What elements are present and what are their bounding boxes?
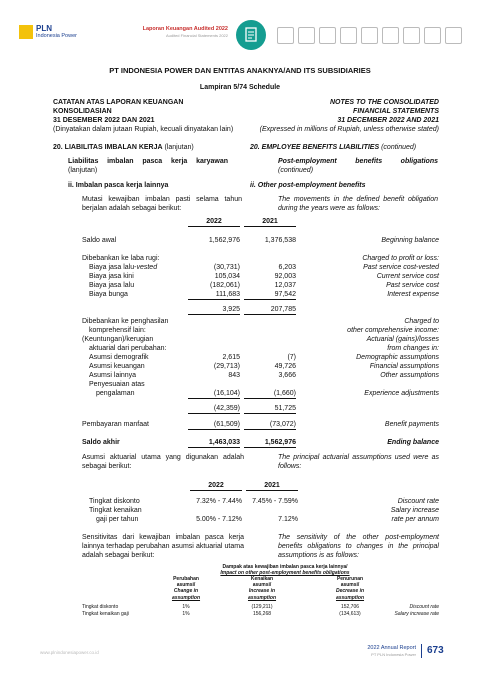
assump-discount-2022: 7.32% - 7.44%	[196, 498, 242, 505]
left-heading-4: (Dinyatakan dalam jutaan Rupiah, kecuali dinyatakan lain)	[53, 126, 234, 133]
footer-url[interactable]: www.plnindonesiapower.co.id	[40, 650, 99, 655]
oci-row-2022: 2,615	[222, 354, 240, 361]
pl-row-en: Interest expense	[387, 291, 439, 298]
item-title-right: ii. Other post-employment benefits	[250, 182, 366, 189]
right-heading-2: FINANCIAL STATEMENTS	[353, 108, 439, 115]
exp-adj-2021: (1,660)	[244, 389, 296, 399]
sens-row-decrease: 152,706	[340, 604, 360, 610]
oci-row-2021: (7)	[287, 354, 296, 361]
oci-row-en: Demographic assumptions	[356, 354, 439, 361]
oci-row-en: Financial assumptions	[369, 363, 439, 370]
oci-row-2021: 49,726	[274, 363, 296, 370]
oci-heading: Dibebankan ke penghasilan	[82, 318, 169, 325]
assump-salary-label: Tingkat kenaikan	[89, 507, 142, 514]
assump-salary-en-2: rate per annum	[391, 516, 439, 523]
assump-col-2022: 2022	[190, 481, 242, 491]
right-heading-3: 31 DECEMBER 2022 AND 2021	[337, 117, 439, 124]
exp-adj-label-2: pengalaman	[96, 390, 135, 397]
opening-label: Saldo awal	[82, 237, 117, 244]
pl-row-2021: 12,037	[274, 282, 296, 289]
oci-heading: aktuarial dari perubahan:	[89, 345, 167, 352]
section-icon-4[interactable]	[340, 27, 357, 44]
sens-row-decrease: (134,613)	[339, 611, 361, 617]
pl-heading-en: Charged to profit or loss:	[362, 255, 439, 262]
pl-row-2021: 97,542	[244, 290, 296, 300]
section-icon-2[interactable]	[298, 27, 315, 44]
assumptions-intro-right: The principal actuarial assumptions used were as follows:	[278, 454, 439, 470]
pl-row-label: Biaya jasa lalu	[89, 282, 135, 289]
section-icon-1[interactable]	[277, 27, 294, 44]
section-icon-7[interactable]	[403, 27, 420, 44]
sensitivity-table-title-en: Impact on other post-employment benefits obligations	[220, 570, 350, 576]
benefits-en: Benefit payments	[384, 421, 439, 428]
sens-row-label: Tingkat diskonto	[82, 604, 119, 610]
oci-row-label: Asumsi lainnya	[89, 372, 137, 379]
right-heading-4: (Expressed in millions of Rupiah, unless otherwise stated)	[259, 126, 439, 133]
footer-report: 2022 Annual Report	[367, 645, 416, 651]
oci-row-2022: 843	[228, 372, 240, 379]
section-title-right: 20. EMPLOYEE BENEFITS LIABILITIES (continued)	[250, 144, 417, 151]
section-icon-5[interactable]	[361, 27, 378, 44]
closing-2022: 1,463,033	[188, 438, 240, 448]
sens-row-label: Tingkat kenaikan gaji	[82, 611, 129, 617]
subsection-right-cont: (continued)	[278, 167, 314, 174]
oci-row-en: Other assumptions	[380, 372, 439, 379]
exp-adj-2022: (16,104)	[188, 389, 240, 399]
sens-col-decrease: Penurunan asumsi/ Decrease in assumption	[335, 576, 365, 601]
left-heading-1: CATATAN ATAS LAPORAN KEUANGAN	[53, 99, 184, 106]
assump-discount-label: Tingkat diskonto	[89, 498, 140, 505]
pl-row-label: Biaya jasa kini	[89, 273, 134, 280]
exp-adj-en: Experience adjustments	[364, 390, 439, 397]
exp-adj-label: Penyesuaian atas	[89, 381, 145, 388]
oci-total-2021: 51,725	[244, 404, 296, 414]
oci-heading-en: Charged to	[404, 318, 439, 325]
subsection-left: Liabilitas imbalan pasca kerja karyawan	[68, 158, 228, 165]
oci-heading-en: other comprehensive income:	[347, 327, 439, 334]
oci-heading: komprehensif lain:	[89, 327, 146, 334]
sens-row-change: 1%	[182, 604, 190, 610]
financial-report-icon	[236, 20, 266, 50]
closing-label: Saldo akhir	[82, 439, 120, 446]
oci-row-label: Asumsi demografik	[89, 354, 149, 361]
pl-row-2022: 111,683	[188, 290, 240, 300]
sens-row-increase: (129,211)	[251, 604, 273, 610]
page-number: 673	[427, 645, 444, 656]
oci-heading: (Keuntungan)/kerugian	[82, 336, 154, 343]
section-title-left: 20. LIABILITAS IMBALAN KERJA (lanjutan)	[53, 144, 194, 151]
pl-row-label: Biaya jasa lalu-vested	[89, 264, 158, 271]
assump-salary-2021: 7.12%	[278, 516, 298, 523]
closing-2021: 1,562,976	[244, 438, 296, 448]
oci-row-2022: (29,713)	[213, 363, 240, 370]
section-icon-9[interactable]	[445, 27, 462, 44]
report-subtitle: Audited Financial Statements 2022	[165, 33, 228, 38]
assump-discount-2021: 7.45% - 7.59%	[252, 498, 298, 505]
pl-row-2021: 92,003	[274, 273, 296, 280]
pl-row-2022: 105,034	[214, 273, 240, 280]
benefits-label: Pembayaran manfaat	[82, 421, 149, 428]
pl-total-2022: 3,925	[188, 305, 240, 315]
assump-salary-2022: 5.00% - 7.12%	[196, 516, 242, 523]
report-title: Laporan Keuangan Audited 2022	[142, 26, 228, 32]
right-heading-1: NOTES TO THE CONSOLIDATED	[329, 99, 439, 106]
opening-2021: 1,376,538	[264, 237, 296, 244]
logo-subtitle: Indonesia Power	[36, 33, 77, 39]
col-header-2021: 2021	[244, 217, 296, 227]
left-heading-3: 31 DESEMBER 2022 DAN 2021	[53, 117, 155, 124]
pln-logo-icon	[19, 25, 33, 39]
section-icon-3[interactable]	[319, 27, 336, 44]
pl-heading: Dibebankan ke laba rugi:	[82, 255, 160, 262]
assumptions-intro-left: Asumsi aktuarial utama yang digunakan adalah sebagai berikut:	[82, 454, 244, 470]
intro-left: Mutasi kewajiban imbalan pasti selama tahun berjalan adalah sebagai berikut:	[82, 196, 242, 212]
oci-row-label: Asumsi keuangan	[89, 363, 145, 370]
pl-row-label: Biaya bunga	[89, 291, 128, 298]
item-title-left: ii. Imbalan pasca kerja lainnya	[68, 182, 169, 189]
company-title: PT INDONESIA POWER DAN ENTITAS ANAKNYA/AND ITS SUBSIDIARIES	[109, 66, 371, 75]
closing-en: Ending balance	[387, 439, 439, 446]
pl-row-2022: (30,731)	[213, 264, 240, 271]
assump-salary-label-2: gaji per tahun	[96, 516, 139, 523]
opening-2022: 1,562,976	[208, 237, 240, 244]
sens-row-en: Discount rate	[409, 604, 439, 610]
schedule-label: Lampiran 5/74 Schedule	[199, 84, 281, 91]
sensitivity-intro-left: Sensitivitas dari kewajiban imbalan pasca kerja lainnya terhadap perubahan asumsi aktuarial utama adalah sebagai berikut:	[82, 534, 244, 559]
pl-row-en: Current service cost	[376, 273, 439, 280]
sensitivity-intro-right: The sensitivity of the other post-employment benefits obligations to changes in the principal assumptions is as follows:	[278, 534, 439, 559]
oci-heading-en: Actuarial (gains)/losses	[366, 336, 439, 343]
benefits-2022: (61,509)	[188, 420, 240, 430]
sens-row-en: Salary increase rate	[394, 611, 439, 617]
pl-row-en: Past service cost	[386, 282, 439, 289]
logo-text: PLN	[36, 24, 52, 33]
pl-row-2021: 6,203	[278, 264, 296, 271]
sensitivity-table-title: Dampak atas kewajiban imbalan pasca kerja lainnya/	[222, 564, 348, 570]
pl-row-2022: (182,061)	[210, 282, 240, 289]
left-heading-2: KONSOLIDASIAN	[53, 108, 112, 115]
oci-row-2021: 3,666	[278, 372, 296, 379]
footer-company: PT PLN Indonesia Power	[371, 652, 416, 657]
opening-label-en: Beginning balance	[381, 237, 439, 244]
sens-col-change: Perubahan asumsi/ Change in assumption	[171, 576, 201, 601]
section-icon-8[interactable]	[424, 27, 441, 44]
assump-salary-en: Salary increase	[390, 507, 439, 514]
benefits-2021: (73,072)	[244, 420, 296, 430]
footer-divider	[421, 644, 422, 658]
subsection-left-cont: (lanjutan)	[68, 167, 98, 174]
assump-col-2021: 2021	[246, 481, 298, 491]
assump-discount-en: Discount rate	[397, 498, 439, 505]
sens-col-increase: Kenaikan asumsi/ Increase in assumption	[247, 576, 277, 601]
oci-total-2022: (42,359)	[188, 404, 240, 414]
pl-total-2021: 207,785	[244, 305, 296, 315]
subsection-right: Post-employment benefits obligations	[278, 158, 438, 165]
intro-right: The movements in the defined benefit obligation during the years were as follows:	[278, 196, 438, 212]
section-icon-6[interactable]	[382, 27, 399, 44]
sens-row-change: 1%	[182, 611, 190, 617]
oci-heading-en: from changes in:	[387, 345, 439, 352]
col-header-2022: 2022	[188, 217, 240, 227]
sens-row-increase: 156,268	[252, 611, 272, 617]
pl-row-en: Past service cost-vested	[363, 264, 439, 271]
